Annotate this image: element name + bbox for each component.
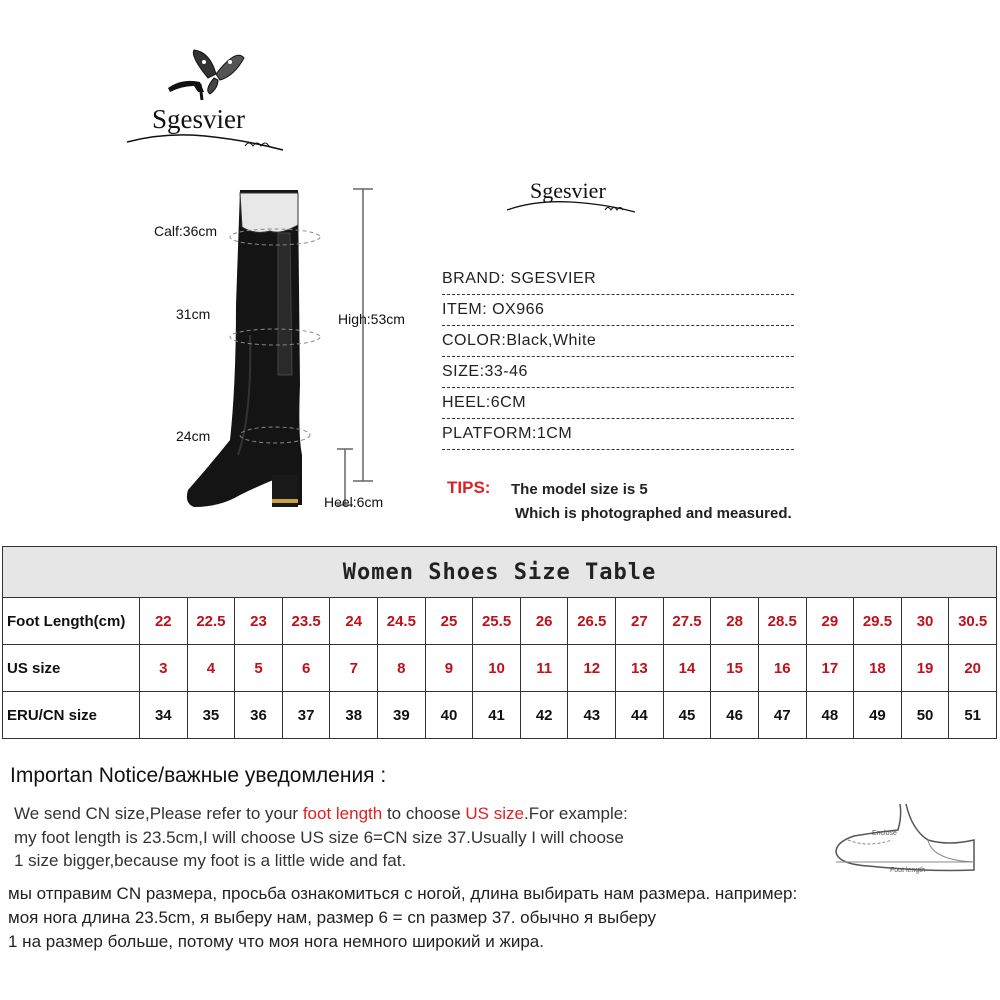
table-cell: 44	[616, 692, 664, 739]
notice-en-line-2: my foot length is 23.5cm,I will choose US size 6=CN size 37.Usually I will choose	[14, 828, 624, 847]
table-cell: 4	[187, 645, 235, 692]
notice-en-line-3: 1 size bigger,because my foot is a little wide and fat.	[14, 851, 407, 870]
table-cell: 45	[663, 692, 711, 739]
notice-text: to choose	[382, 804, 466, 823]
table-cell: 26.5	[568, 598, 616, 645]
brand-logo-text: Sgesvier	[152, 104, 245, 134]
table-cell: 49	[854, 692, 902, 739]
logo-swoosh	[125, 128, 285, 152]
table-cell: 11	[520, 645, 568, 692]
table-cell: 50	[901, 692, 949, 739]
table-cell: 9	[425, 645, 473, 692]
table-cell: 47	[758, 692, 806, 739]
row-header: Foot Length(cm)	[3, 598, 140, 645]
table-cell: 29	[806, 598, 854, 645]
spec-heel: HEEL:6CM	[442, 392, 794, 419]
table-cell: 26	[520, 598, 568, 645]
row-header: ERU/CN size	[3, 692, 140, 739]
height-measure: High:53cm	[338, 311, 405, 327]
table-cell: 41	[473, 692, 521, 739]
table-cell: 43	[568, 692, 616, 739]
notice-ru-line-3: 1 на размер больше, потому что моя нога немного широкий и жира.	[8, 932, 544, 951]
table-cell: 17	[806, 645, 854, 692]
table-cell: 51	[949, 692, 997, 739]
notice-text: We send CN size,Please refer to your	[14, 804, 303, 823]
foot-diagram-icon	[828, 800, 988, 880]
logo-swoosh	[505, 196, 637, 216]
table-cell: 8	[378, 645, 426, 692]
table-cell: 34	[140, 692, 188, 739]
size-table-title: Women Shoes Size Table	[3, 547, 997, 598]
tips-line-2: Which is photographed and measured.	[515, 505, 792, 522]
tips-label: TIPS:	[447, 478, 491, 497]
table-cell: 3	[140, 645, 188, 692]
butterfly-heel-icon	[160, 48, 280, 108]
table-cell: 16	[758, 645, 806, 692]
table-cell: 28.5	[758, 598, 806, 645]
table-cell: 10	[473, 645, 521, 692]
spec-color: COLOR:Black,White	[442, 330, 794, 357]
table-cell: 46	[711, 692, 759, 739]
table-cell: 22	[140, 598, 188, 645]
table-cell: 35	[187, 692, 235, 739]
table-cell: 24.5	[378, 598, 426, 645]
table-cell: 30	[901, 598, 949, 645]
notice-title: Importan Notice/важные уведомления :	[10, 764, 387, 787]
table-cell: 25.5	[473, 598, 521, 645]
measurement-guides	[225, 185, 385, 515]
table-cell: 27	[616, 598, 664, 645]
notice-ru-line-1: мы отправим CN размера, просьба ознакомиться с ногой, длина выбирать нам размера. например:	[8, 884, 798, 903]
table-cell: 15	[711, 645, 759, 692]
size-table	[2, 546, 997, 739]
table-cell: 7	[330, 645, 378, 692]
table-cell: 38	[330, 692, 378, 739]
table-cell: 23	[235, 598, 283, 645]
table-cell: 37	[282, 692, 330, 739]
ankle-measure: 24cm	[176, 428, 211, 444]
table-cell: 13	[616, 645, 664, 692]
spec-platform: PLATFORM:1CM	[442, 423, 794, 450]
table-cell: 28	[711, 598, 759, 645]
row-header: US size	[3, 645, 140, 692]
table-cell: 18	[854, 645, 902, 692]
table-cell: 40	[425, 692, 473, 739]
table-cell: 27.5	[663, 598, 711, 645]
spec-item: ITEM: OX966	[442, 299, 794, 326]
table-cell: 12	[568, 645, 616, 692]
notice-en-line-1	[14, 804, 628, 824]
mid-measure: 31cm	[176, 306, 211, 322]
table-row-eu-cn-size	[3, 692, 997, 739]
table-cell: 42	[520, 692, 568, 739]
table-cell: 36	[235, 692, 283, 739]
tips-line-1: The model size is 5	[511, 481, 648, 498]
us-size-highlight: US size	[465, 804, 524, 823]
table-cell: 22.5	[187, 598, 235, 645]
calf-measure: Calf:36cm	[154, 223, 218, 239]
table-cell: 20	[949, 645, 997, 692]
table-cell: 23.5	[282, 598, 330, 645]
heel-measure: Heel:6cm	[324, 494, 384, 510]
enclose-label: Enclose	[872, 830, 897, 837]
foot-length-label: Foot length	[890, 867, 926, 874]
table-cell: 14	[663, 645, 711, 692]
table-cell: 39	[378, 692, 426, 739]
table-cell: 30.5	[949, 598, 997, 645]
notice-ru-line-2: моя нога длина 23.5cm, я выберу нам, размер 6 = cn размер 37. обычно я выберу	[8, 908, 656, 927]
foot-length-highlight: foot length	[302, 804, 383, 823]
table-cell: 24	[330, 598, 378, 645]
table-cell: 5	[235, 645, 283, 692]
table-cell: 19	[901, 645, 949, 692]
table-cell: 25	[425, 598, 473, 645]
table-cell: 6	[282, 645, 330, 692]
table-row-us-size	[3, 645, 997, 692]
table-row-foot-length	[3, 598, 997, 645]
brand-logo-text: Sgesvier	[530, 178, 606, 203]
table-cell: 29.5	[854, 598, 902, 645]
spec-size: SIZE:33-46	[442, 361, 794, 388]
table-cell: 48	[806, 692, 854, 739]
spec-brand: BRAND: SGESVIER	[442, 268, 794, 295]
notice-text: .For example:	[523, 804, 628, 823]
